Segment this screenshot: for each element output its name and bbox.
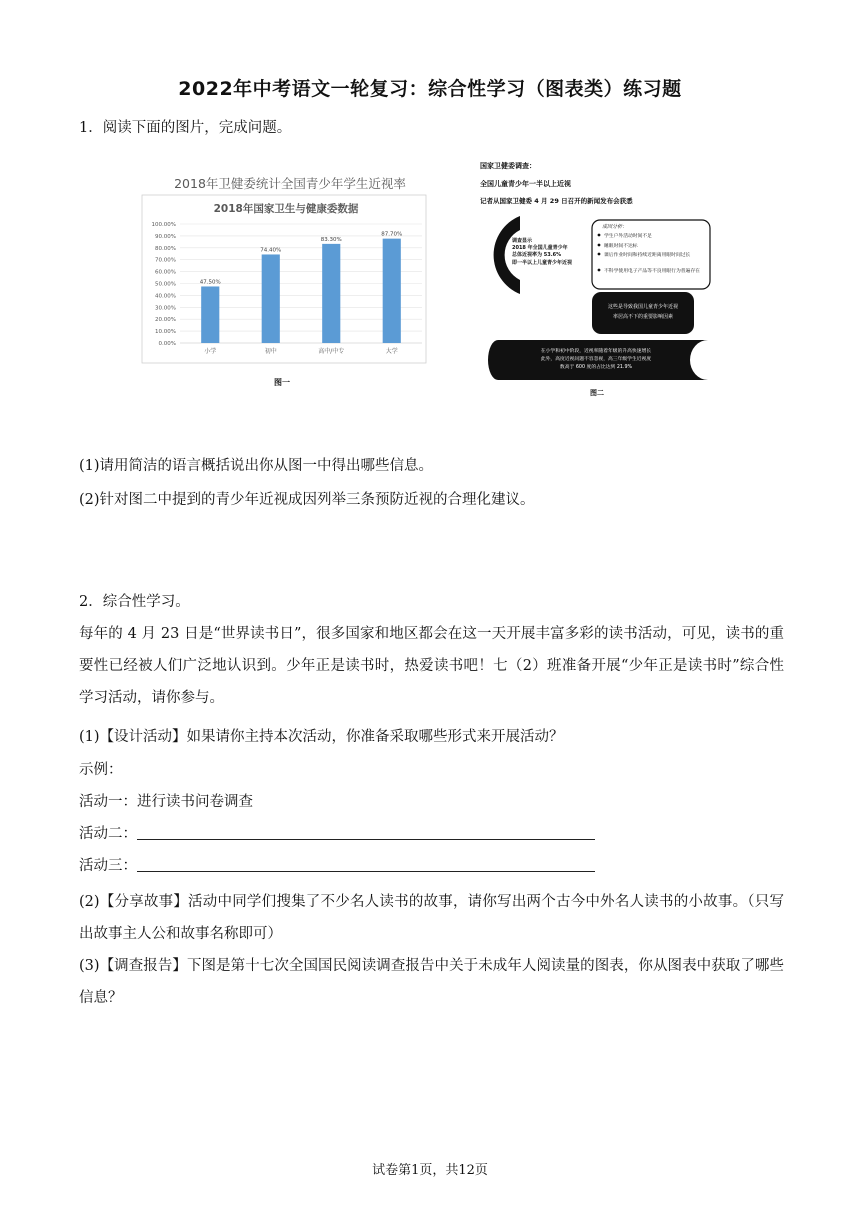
- banner-line-3: 数高于 600 度的占比达到 21.9%: [559, 365, 633, 370]
- q1-stem: 1．阅读下面的图片，完成问题。: [79, 120, 292, 136]
- fig2-heading3: 记者从国家卫健委 4 月 29 日召开的新闻发布会获悉: [480, 197, 633, 205]
- q2-activity1: 活动一：进行读书问卷调查: [79, 794, 253, 810]
- cause-1: 学生户外活动时间不足: [604, 234, 652, 239]
- page-title: 2022年中考语文一轮复习：综合性学习（图表类）练习题: [178, 78, 682, 100]
- chart-subtitle: 2018年国家卫生与健康委数据: [213, 203, 359, 215]
- figure2-infographic: [478, 156, 718, 386]
- q2-sub2: (2)【分享故事】活动中同学们搜集了不少名人读书的故事，请你写出两个古今中外名人读书的小故事。（只写出故事主人公和故事名称即可）: [79, 894, 784, 942]
- activity2-answer-blank[interactable]: [137, 825, 595, 840]
- q1-sub1: (1)请用简洁的语言概括说出你从图一中得出哪些信息。: [79, 458, 434, 474]
- y-tick-label: 10.00%: [155, 329, 176, 336]
- activity3-answer-blank[interactable]: [137, 857, 595, 872]
- cause-3: 课后作业时间和持续近距离用眼时间过长: [604, 253, 691, 258]
- y-tick-label: 80.00%: [155, 245, 176, 252]
- bar-1: [262, 254, 280, 343]
- y-tick-label: 60.00%: [155, 269, 176, 276]
- y-tick-label: 0.00%: [158, 341, 176, 347]
- bar-value-label: 74.40%: [260, 247, 282, 254]
- chart-title: 2018年卫健委统计全国青少年学生近视率: [174, 176, 406, 191]
- activity3-label: 活动三：: [79, 858, 137, 874]
- bullet-icon: [598, 234, 601, 237]
- factors-box: [592, 292, 694, 334]
- fig2-heading2: 全国儿童青少年一半以上近视: [480, 180, 571, 188]
- bar-2: [322, 244, 340, 343]
- survey-line-2: 2018 年全国儿童青少年: [512, 245, 568, 251]
- bar-value-label: 83.30%: [320, 236, 342, 243]
- y-tick-label: 100.00%: [151, 222, 176, 228]
- q2-sub1: (1)【设计活动】如果请你主持本次活动，你准备采取哪些形式来开展活动？: [79, 729, 564, 745]
- x-tick-label: 初中: [264, 348, 277, 355]
- figure2-caption: 图二: [590, 389, 604, 397]
- q2-activity2-row: [79, 824, 595, 844]
- y-tick-label: 70.00%: [155, 257, 176, 264]
- banner-line-1: 在小学和初中阶段，近视率随着年级的升高快速增长: [540, 349, 652, 354]
- survey-line-4: 即一半以上儿童青少年近视: [512, 260, 573, 266]
- bullet-icon: [598, 269, 601, 272]
- bar-value-label: 47.50%: [199, 279, 221, 286]
- y-tick-label: 90.00%: [155, 233, 176, 240]
- x-tick-label: 高中/中专: [318, 348, 345, 355]
- q1-sub2: (2)针对图二中提到的青少年近视成因列举三条预防近视的合理化建议。: [79, 492, 535, 508]
- x-tick-label: 小学: [204, 348, 217, 355]
- q2-sub3: (3)【调查报告】下图是第十七次全国国民阅读调查报告中关于未成年人阅读量的图表，你从图表中获取了哪些信息？: [79, 958, 784, 1006]
- bar-0: [201, 286, 219, 343]
- figure1-caption: 图一: [274, 378, 290, 387]
- survey-line-3: 总体近视率为 53.6%: [512, 252, 562, 258]
- factors-line-1: 这些是导致我国儿童青少年近视: [607, 304, 679, 310]
- q2-stem: 2．综合性学习。: [79, 594, 190, 610]
- banner-line-2: 此外，高度近视问题不容忽视，高三年级学生近视度: [540, 357, 652, 362]
- causes-title: 成因分析：: [602, 224, 628, 230]
- bullet-icon: [598, 244, 601, 247]
- y-tick-label: 20.00%: [155, 317, 176, 324]
- survey-line-1: 调查显示: [512, 238, 533, 244]
- x-tick-label: 大学: [385, 348, 398, 355]
- q2-intro: 每年的 4 月 23 日是“世界读书日”，很多国家和地区都会在这一天开展丰富多彩的读书活动，可见，读书的重要性已经被人们广泛地认识到。少年正是读书时，热爱读书吧！七（2）班准备开展“少年正是读书时”综合性学习活动，请你参与。: [79, 626, 784, 706]
- y-tick-label: 30.00%: [155, 305, 176, 312]
- cause-2: 睡眠时间不达标: [604, 244, 638, 249]
- bullet-icon: [598, 253, 601, 256]
- bar-value-label: 87.70%: [381, 231, 403, 238]
- y-tick-label: 50.00%: [155, 281, 176, 288]
- fig2-heading1: 国家卫健委调查：: [480, 162, 536, 170]
- cause-4: 不科学使用电子产品等不良用眼行为普遍存在: [604, 269, 700, 274]
- figure1-bar-chart: [140, 170, 440, 380]
- q2-activity3-row: [79, 856, 595, 876]
- q2-example: 示例：: [79, 762, 123, 778]
- y-tick-label: 40.00%: [155, 293, 176, 300]
- page-footer: 试卷第1页，共12页: [372, 1163, 488, 1178]
- activity2-label: 活动二：: [79, 826, 137, 842]
- factors-line-2: 率居高不下的重要影响因素: [612, 314, 674, 320]
- bar-3: [383, 239, 401, 343]
